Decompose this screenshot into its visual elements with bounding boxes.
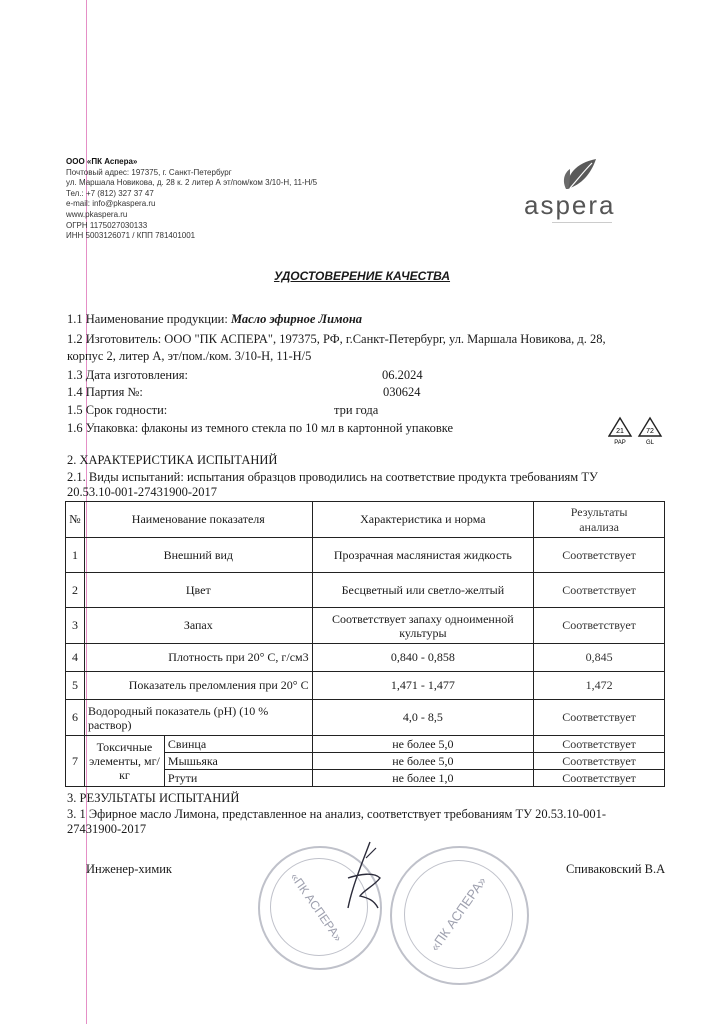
row-name: Показатель преломления при 20° С <box>84 672 312 700</box>
header-line: ИНН 5003126071 / КПП 781401001 <box>66 231 196 241</box>
test-results-table <box>65 501 665 787</box>
batch-value: 030624 <box>383 385 421 399</box>
row-result: Соответствует <box>534 700 665 736</box>
header-line: e-mail: info@pkaspera.ru <box>66 199 156 209</box>
product-name-row <box>67 312 362 327</box>
row-norm: 4,0 - 8,5 <box>312 700 534 736</box>
leaf-icon <box>562 155 602 191</box>
svg-text:«ПК АСПЕРА»: «ПК АСПЕРА» <box>427 873 490 954</box>
header-line: Почтовый адрес: 197375, г. Санкт-Петербург <box>66 167 232 177</box>
svg-text:21: 21 <box>616 428 624 435</box>
row-result: 0,845 <box>534 644 665 672</box>
svg-text:GL: GL <box>645 440 655 446</box>
row-result: Соответствует <box>534 573 665 608</box>
recycle-pap-icon <box>609 418 631 446</box>
header-line: www.pkaspera.ru <box>66 209 128 219</box>
toxic-item-name: Мышьяка <box>164 753 312 770</box>
result-line-2: 27431900-2017 <box>67 822 147 836</box>
engineer-label: Инженер-химик <box>86 862 172 876</box>
row-result: 1,472 <box>534 672 665 700</box>
header-norm: Характеристика и норма <box>312 502 534 538</box>
toxic-row <box>66 736 665 753</box>
handwritten-signature <box>330 838 400 918</box>
manufacturer-line-2: корпус 2, литер А, эт/пом./ком. 3/10-Н, 11-Н/5 <box>67 349 312 363</box>
table-row <box>66 538 665 573</box>
table-row <box>66 573 665 608</box>
toxic-item-name: Ртути <box>164 770 312 787</box>
date-label: 1.3 Дата изготовления: <box>67 368 188 382</box>
recycle-icons <box>608 416 668 446</box>
date-value: 06.2024 <box>382 368 423 382</box>
header-num: № <box>66 502 85 538</box>
table-row <box>66 672 665 700</box>
company-header <box>66 157 317 242</box>
toxic-item-name: Свинца <box>164 736 312 753</box>
row-name: Плотность при 20° С, г/см3 <box>84 644 312 672</box>
header-name: Наименование показателя <box>84 502 312 538</box>
svg-text:PAP: PAP <box>614 440 626 446</box>
toxic-item-norm: не более 5,0 <box>312 753 534 770</box>
logo-underline <box>552 222 612 223</box>
table-row <box>66 644 665 672</box>
product-name-value: Масло эфирное Лимона <box>230 312 363 326</box>
row-result: Соответствует <box>534 538 665 573</box>
toxic-item-norm: не более 5,0 <box>312 736 534 753</box>
toxic-item-norm: не более 1,0 <box>312 770 534 787</box>
row-norm: Соответствует запаху одноименной культуры <box>312 608 534 644</box>
toxic-item-result: Соответствует <box>534 753 665 770</box>
row-num: 2 <box>66 573 85 608</box>
row-norm: Прозрачная маслянистая жидкость <box>312 538 534 573</box>
row-name: Запах <box>84 608 312 644</box>
header-line: ОГРН 1175027030133 <box>66 220 148 230</box>
logo-text: aspera <box>524 190 616 220</box>
row-num: 1 <box>66 538 85 573</box>
recycle-gl-icon <box>639 418 661 446</box>
row-num: 5 <box>66 672 85 700</box>
document-title: УДОСТОВЕРЕНИЕ КАЧЕСТВА <box>273 269 451 283</box>
row-norm: 0,840 - 0,858 <box>312 644 534 672</box>
test-types-line-2: 20.53.10-001-27431900-2017 <box>67 485 217 499</box>
shelf-life-value: три года <box>334 403 379 417</box>
test-types-line-1: 2.1. Виды испытаний: испытания образцов проводились на соответствие продукта требованиям ТУ <box>67 470 598 484</box>
table-row <box>66 608 665 644</box>
row-norm: Бесцветный или светло-желтый <box>312 573 534 608</box>
row-num: 6 <box>66 700 85 736</box>
row-norm: 1,471 - 1,477 <box>312 672 534 700</box>
row-name: Водородный показатель (рН) (10 % раствор) <box>84 700 312 736</box>
svg-text:72: 72 <box>646 428 654 435</box>
row-name: Цвет <box>84 573 312 608</box>
header-line: ул. Маршала Новикова, д. 28 к. 2 литер А эт/пом/ком 3/10-Н, 11-Н/5 <box>66 178 318 188</box>
section3-heading: 3. РЕЗУЛЬТАТЫ ИСПЫТАНИЙ <box>67 791 240 805</box>
shelf-life-label: 1.5 Срок годности: <box>67 403 168 417</box>
signer-name: Спиваковский В.А <box>566 862 666 876</box>
row-name: Внешний вид <box>84 538 312 573</box>
row-num: 4 <box>66 644 85 672</box>
stamp-right-text <box>390 846 525 981</box>
table-row <box>66 700 665 736</box>
toxic-item-result: Соответствует <box>534 736 665 753</box>
row-result: Соответствует <box>534 608 665 644</box>
manufacturer-line-1: 1.2 Изготовитель: ООО "ПК АСПЕРА", 197375, РФ, г.Санкт-Петербург, ул. Маршала Новикова, д. 28, <box>67 332 606 346</box>
product-name-label: 1.1 Наименование продукции: <box>67 312 228 326</box>
toxic-item-result: Соответствует <box>534 770 665 787</box>
row-num: 3 <box>66 608 85 644</box>
table-header-row <box>66 502 665 538</box>
packaging-line: 1.6 Упаковка: флаконы из темного стекла по 10 мл в картонной упаковке <box>67 421 454 435</box>
header-line: Тел.: +7 (812) 327 37 47 <box>66 188 154 198</box>
section2-heading: 2. ХАРАКТЕРИСТИКА ИСПЫТАНИЙ <box>67 453 278 467</box>
toxic-label: Токсичные элементы, мг/кг <box>84 736 164 787</box>
row-num: 7 <box>66 736 85 787</box>
result-line-1: 3. 1 Эфирное масло Лимона, представленное на анализ, соответствует требованиям ТУ 20.53.10-001- <box>67 807 606 821</box>
header-result: Результаты анализа <box>534 502 665 538</box>
company-name: ООО «ПК Аспера» <box>66 157 138 166</box>
batch-label: 1.4 Партия №: <box>67 385 143 399</box>
svg-text:«ПК АСПЕРА»: «ПК АСПЕРА» <box>287 870 346 945</box>
